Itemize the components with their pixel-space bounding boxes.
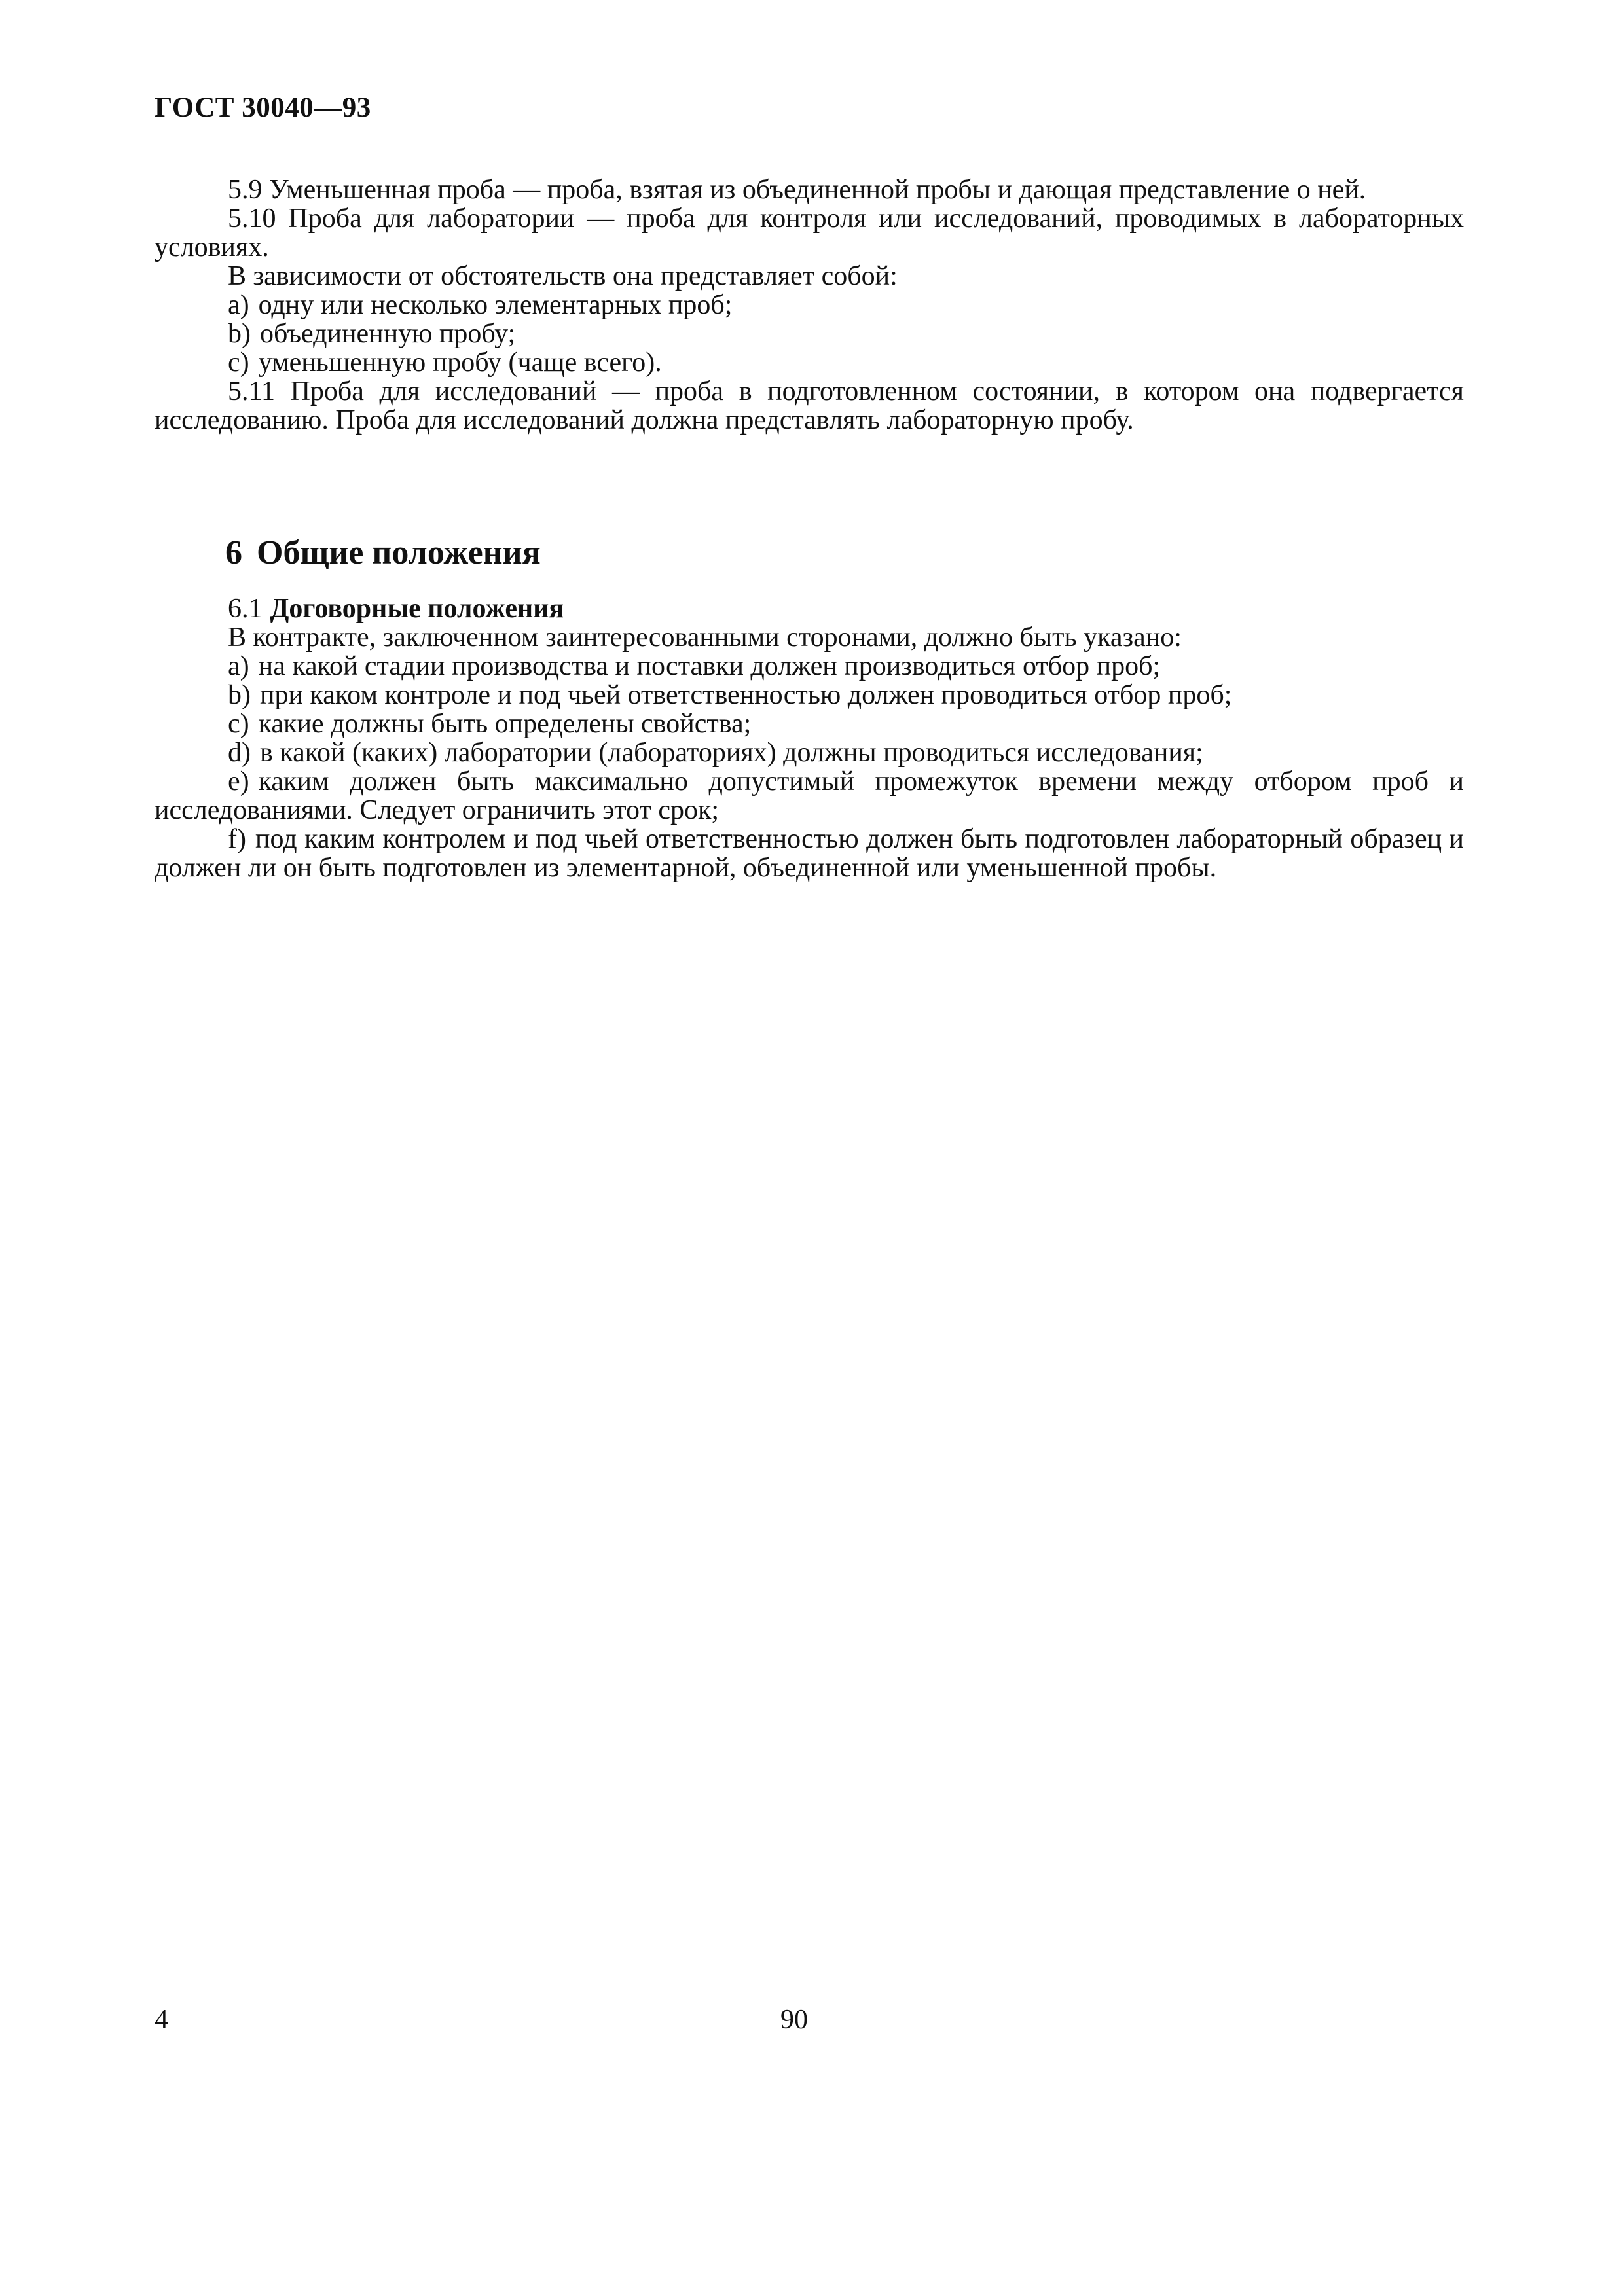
list-item-5-10-b bbox=[155, 319, 1464, 348]
list-item-label: c) bbox=[228, 348, 249, 378]
list-item-label: a) bbox=[228, 651, 249, 681]
list-item-text: уменьшенную пробу (чаще всего). bbox=[258, 348, 662, 378]
list-item-text: одну или несколько элементарных проб; bbox=[258, 290, 733, 320]
list-item-5-10-a bbox=[155, 291, 1464, 319]
list-item-6-1-b bbox=[155, 681, 1464, 709]
subsection-title: Договорные положения bbox=[270, 594, 564, 624]
list-item-label: c) bbox=[228, 709, 249, 739]
paragraph-5-9: 5.9 Уменьшенная проба — проба, взятая из объединенной пробы и дающая представление о ней. bbox=[228, 175, 1366, 205]
page-number-left: 4 bbox=[155, 2005, 168, 2035]
list-item-text: объединенную пробу; bbox=[260, 319, 516, 349]
list-item-text: под каким контролем и под чьей ответственностью должен быть подготовлен лабораторный образец и должен ли он быть подготовлен из элементарной, объединенной или уменьшенной пробы. bbox=[155, 824, 1464, 883]
page-number-center: 90 bbox=[780, 2005, 808, 2035]
list-item-5-10-c bbox=[155, 348, 1464, 377]
subsection-6-1-heading bbox=[155, 594, 1464, 623]
list-item-text: каким должен быть максимально допустимый промежуток времени между отбором проб и исследованиями. Следует ограничить этот срок; bbox=[155, 766, 1464, 825]
section-6-body bbox=[155, 594, 1464, 882]
list-item-6-1-e bbox=[155, 767, 1464, 825]
list-item-label: a) bbox=[228, 290, 249, 320]
paragraph-6-1-intro: В контракте, заключенном заинтересованными сторонами, должно быть указано: bbox=[228, 622, 1182, 653]
list-item-text: при каком контроле и под чьей ответственностью должен проводиться отбор проб; bbox=[260, 680, 1232, 710]
list-item-6-1-a bbox=[155, 652, 1464, 681]
paragraph-5-10-intro: В зависимости от обстоятельств она представляет собой: bbox=[228, 261, 898, 291]
list-item-label: b) bbox=[228, 680, 251, 710]
list-item-text: в какой (каких) лаборатории (лабораториях) должны проводиться исследования; bbox=[260, 738, 1203, 768]
document-header: ГОСТ 30040—93 bbox=[155, 92, 371, 123]
list-item-6-1-c bbox=[155, 709, 1464, 738]
paragraph-5-10: 5.10 Проба для лаборатории — проба для контроля или исследований, проводимых в лабораторных условиях. bbox=[155, 204, 1464, 262]
list-item-label: b) bbox=[228, 319, 251, 349]
subsection-number: 6.1 bbox=[228, 594, 263, 624]
section-title: Общие положения bbox=[257, 534, 541, 571]
list-item-label: f) bbox=[228, 824, 246, 854]
list-item-text: какие должны быть определены свойства; bbox=[258, 709, 752, 739]
list-item-label: e) bbox=[228, 766, 249, 797]
section-5-continuation bbox=[155, 175, 1464, 435]
list-item-label: d) bbox=[228, 738, 251, 768]
section-6-heading bbox=[225, 533, 541, 572]
list-item-6-1-d bbox=[155, 738, 1464, 767]
list-item-6-1-f bbox=[155, 825, 1464, 882]
section-number: 6 bbox=[225, 534, 242, 571]
paragraph-5-11: 5.11 Проба для исследований — проба в подготовленном состоянии, в котором она подвергается исследованию. Проба для исследований должна представлять лабораторную пробу. bbox=[155, 376, 1464, 435]
list-item-text: на какой стадии производства и поставки должен производиться отбор проб; bbox=[258, 651, 1161, 681]
